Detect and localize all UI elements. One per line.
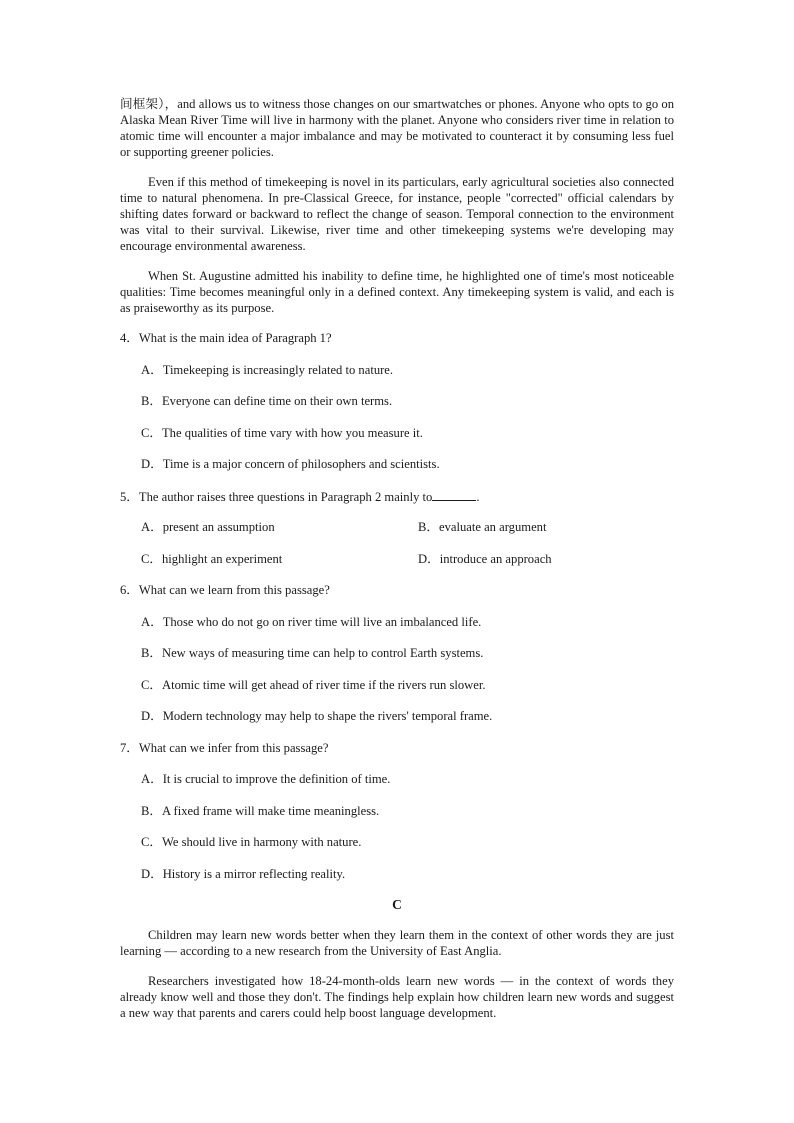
question-6-option-b[interactable]: B．New ways of measuring time can help to control Earth systems. bbox=[141, 646, 484, 660]
section-c-title: C bbox=[392, 897, 402, 912]
question-5-option-a[interactable]: A．present an assumption bbox=[141, 520, 275, 534]
question-5 bbox=[120, 488, 674, 583]
question-7-option-d[interactable]: D．History is a mirror reflecting reality. bbox=[141, 866, 346, 881]
question-5-option-b[interactable]: B．evaluate an argument bbox=[418, 520, 547, 534]
question-6-option-d[interactable]: D．Modern technology may help to shape the rivers' temporal frame. bbox=[141, 709, 493, 723]
section-c-paragraph-2: Researchers investigated how 18-24-month-olds learn new words — in the context of words they already know well and those they don't. The findings help explain how children learn new words and suggest a new way that parents and carers could help boost language development. bbox=[120, 974, 674, 1020]
question-4-option-a[interactable]: A．Timekeeping is increasingly related to nature. bbox=[141, 362, 394, 377]
question-6-option-a[interactable]: A．Those who do not go on river time will live an imbalanced life. bbox=[141, 614, 482, 629]
question-5-stem-text: 5．The author raises three questions in Paragraph 2 mainly to bbox=[120, 489, 433, 504]
question-4-option-d[interactable]: D．Time is a major concern of philosophers and scientists. bbox=[141, 457, 440, 471]
question-7-option-a[interactable]: A．It is crucial to improve the definition of time. bbox=[141, 772, 391, 786]
question-5-option-c[interactable]: C．highlight an experiment bbox=[141, 551, 283, 566]
question-5-option-d[interactable]: D．introduce an approach bbox=[418, 551, 552, 566]
question-7-option-b[interactable]: B．A fixed frame will make time meaningless. bbox=[141, 803, 380, 818]
document-page bbox=[120, 96, 674, 1021]
question-5-stem bbox=[120, 488, 479, 505]
passage-b-paragraph-2: Even if this method of timekeeping is novel in its particulars, early agricultural societies also connected time to natural phenomena. In pre-Classical Greece, for instance, people "corrected" official calendars by shifting dates forward or backward to reflect the change of season. Temporal connection to the environment was vital to their survival. Likewise, river time and other timekeeping systems we're developing may encourage environmental awareness. bbox=[120, 175, 674, 253]
question-6 bbox=[120, 582, 674, 740]
section-c-paragraph-1: Children may learn new words better when they learn them in the context of other words they are just learning — according to a new research from the University of East Anglia. bbox=[120, 928, 674, 958]
question-4 bbox=[120, 330, 674, 488]
question-6-option-c[interactable]: C．Atomic time will get ahead of river time if the rivers run slower. bbox=[141, 677, 486, 692]
question-4-option-b[interactable]: B．Everyone can define time on their own terms. bbox=[141, 394, 393, 408]
answer-blank[interactable] bbox=[432, 488, 476, 501]
question-7-option-c[interactable]: C．We should live in harmony with nature. bbox=[141, 835, 362, 849]
question-7 bbox=[120, 740, 674, 898]
question-6-stem: 6．What can we learn from this passage? bbox=[120, 583, 330, 597]
question-4-option-c[interactable]: C．The qualities of time vary with how you measure it. bbox=[141, 425, 423, 440]
passage-b-paragraph-3: When St. Augustine admitted his inability to define time, he highlighted one of time's most noticeable qualities: Time becomes meaningful only in a defined context. Any timekeeping system is valid, and each is as praiseworthy as its purpose. bbox=[120, 269, 674, 315]
passage-b-paragraph-1: 间框架），and allows us to witness those changes on our smartwatches or phones. Anyone who opts to go on Alaska Mean River Time will live in harmony with the planet. Anyone who considers river time in relation to atomic time will encounter a major imbalance and may be motivated to counteract it by consuming less fuel or supporting greener policies. bbox=[120, 97, 674, 159]
question-4-stem: 4．What is the main idea of Paragraph 1? bbox=[120, 331, 332, 345]
question-5-stem-end: . bbox=[476, 489, 480, 504]
question-7-stem: 7．What can we infer from this passage? bbox=[120, 740, 329, 755]
